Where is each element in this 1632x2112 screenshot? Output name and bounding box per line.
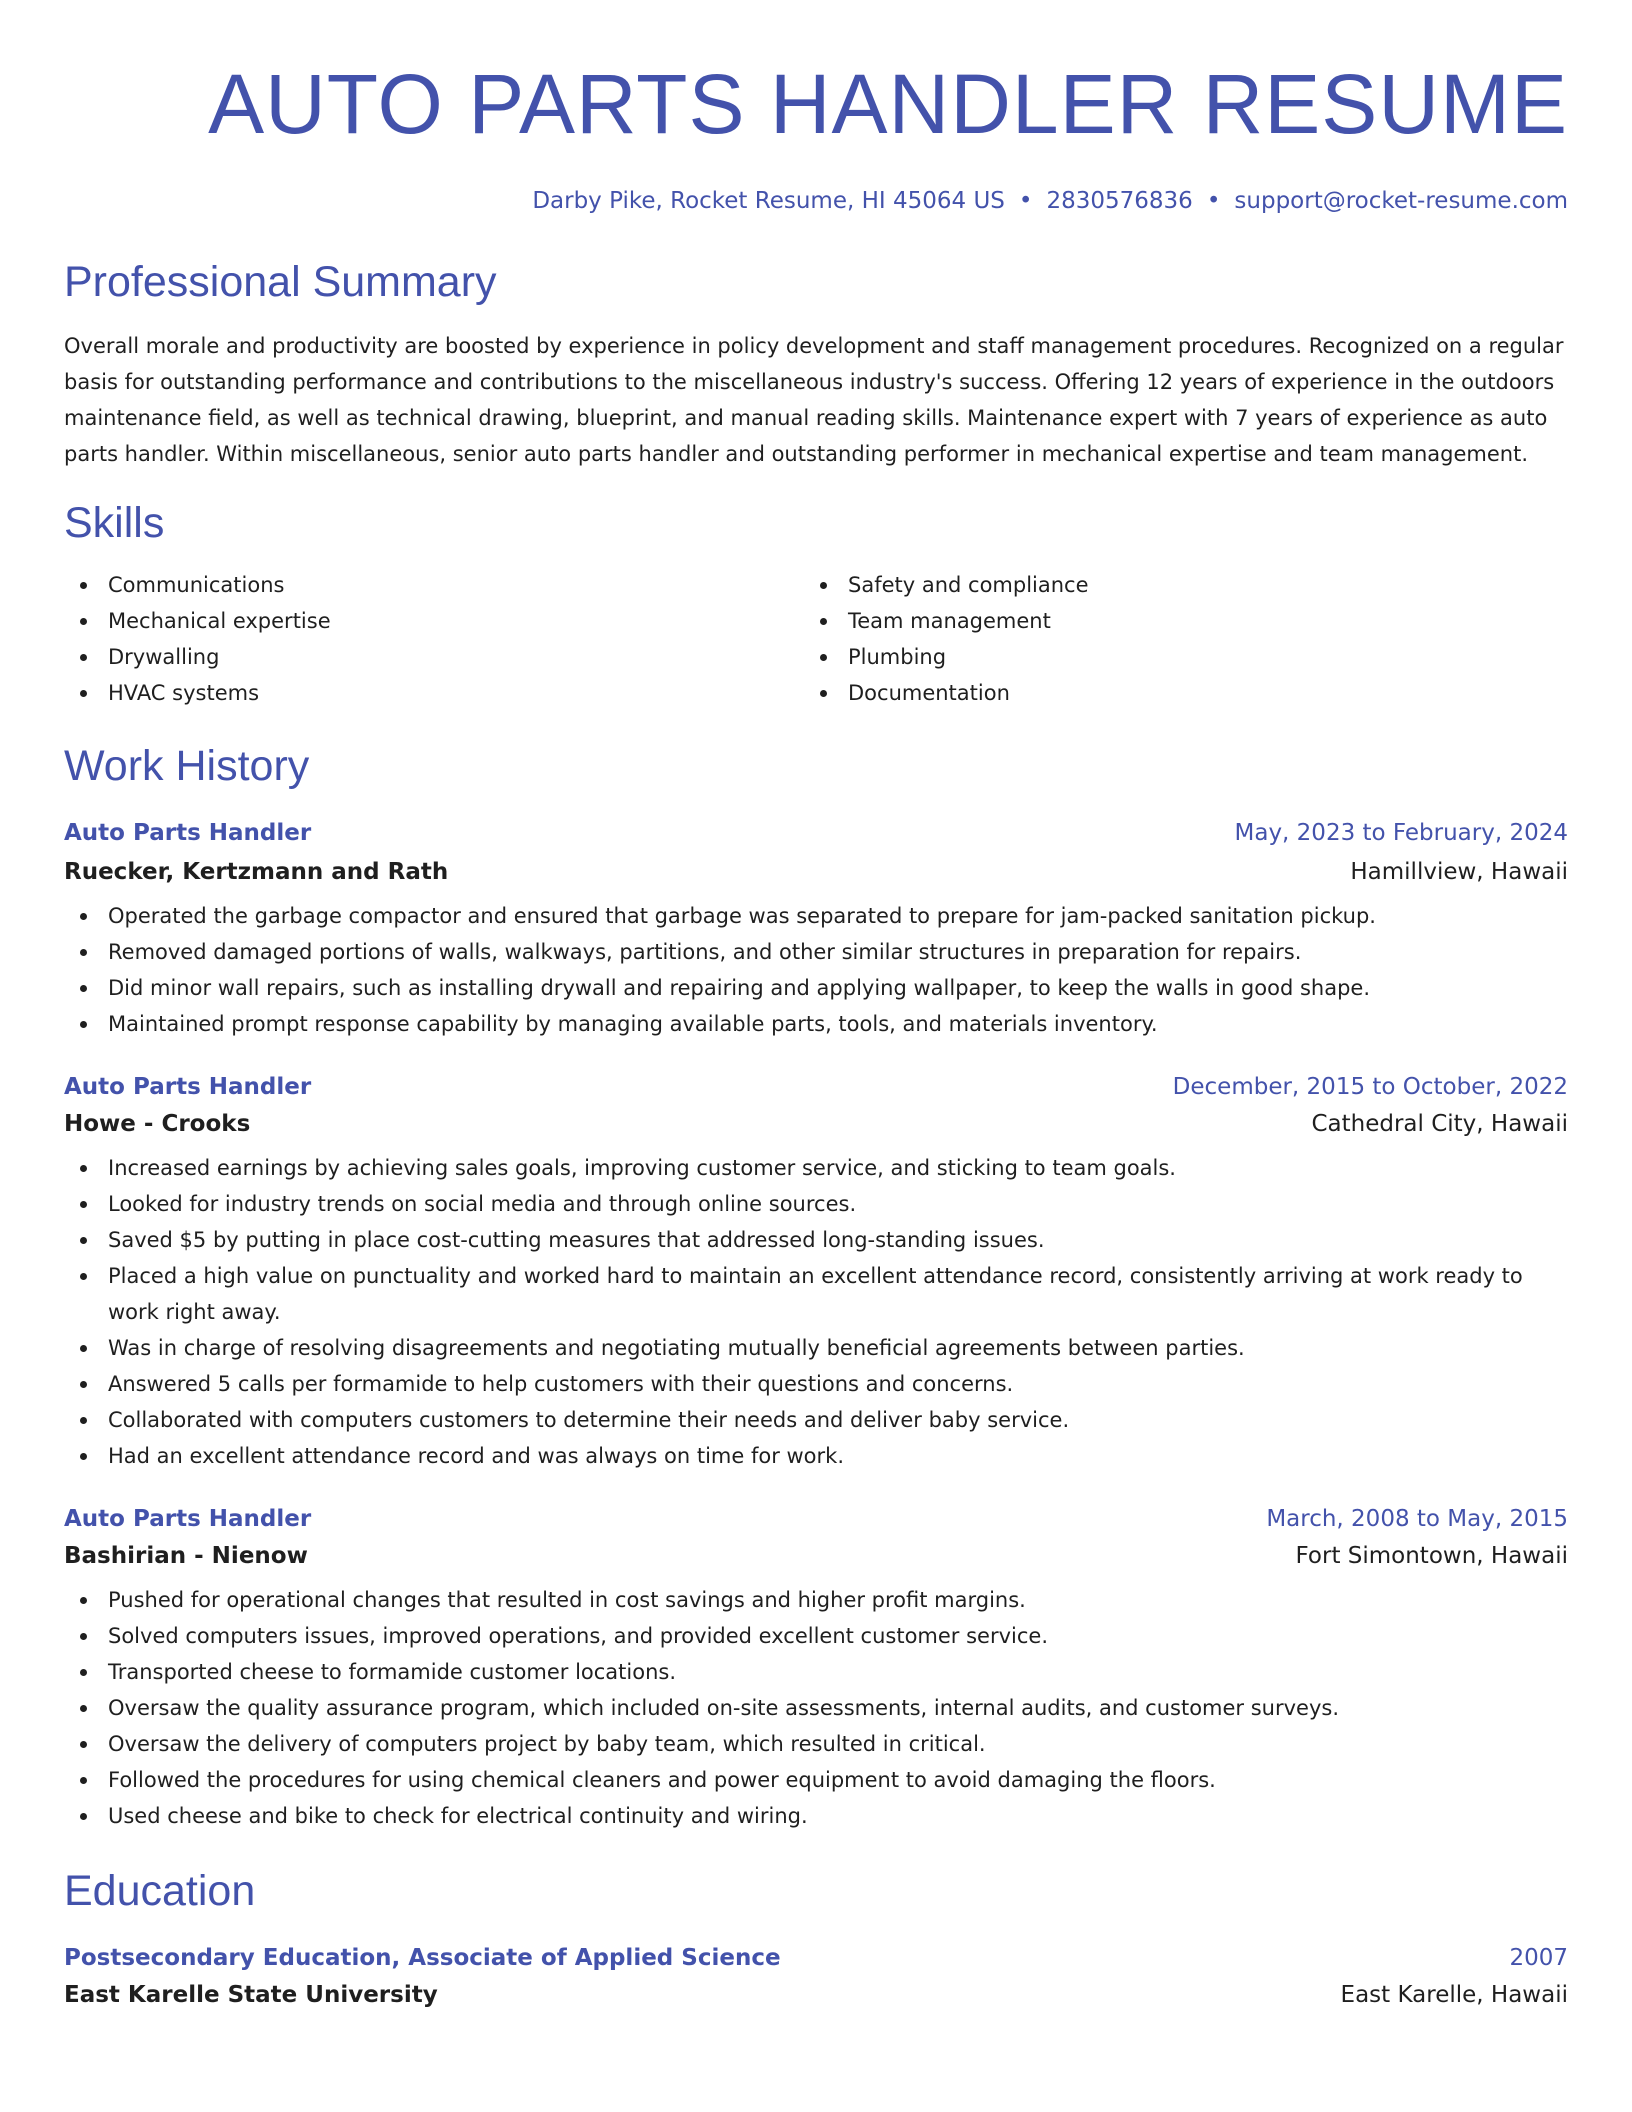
job-bullet: Increased earnings by achieving sales goals, improving customer service, and sticking to team goals. xyxy=(64,1150,1568,1186)
education-year: 2007 xyxy=(1509,1945,1568,1971)
job-bullet: Pushed for operational changes that resulted in cost savings and higher profit margins. xyxy=(64,1582,1568,1618)
job-subheader xyxy=(64,1113,1568,1136)
job-bullet: Oversaw the quality assurance program, which included on-site assessments, internal audits, and customer surveys. xyxy=(64,1690,1568,1726)
skill-item: Drywalling xyxy=(64,639,804,675)
job-bullet: Operated the garbage compactor and ensured that garbage was separated to prepare for jam-packed sanitation pickup. xyxy=(64,898,1568,934)
job-subheader xyxy=(64,861,1568,884)
skill-item: Team management xyxy=(804,603,1568,639)
job-bullets xyxy=(64,1582,1568,1834)
job-bullet: Had an excellent attendance record and was always on time for work. xyxy=(64,1438,1568,1474)
skills-list xyxy=(64,567,1568,711)
contact-phone: 2830576836 xyxy=(1046,188,1193,214)
education-header xyxy=(64,1947,1568,1970)
contact-separator: • xyxy=(1206,188,1221,214)
contact-email: support@rocket-resume.com xyxy=(1234,188,1568,214)
job-entry xyxy=(64,1508,1568,1834)
education-heading: Education xyxy=(64,1867,256,1915)
job-entry xyxy=(64,822,1568,1042)
job-header xyxy=(64,822,1568,845)
skill-item: Communications xyxy=(64,567,804,603)
education-entry xyxy=(64,1947,1568,2007)
skills-column-left xyxy=(64,567,804,711)
job-role: Auto Parts Handler xyxy=(64,820,312,846)
job-bullet: Was in charge of resolving disagreements and negotiating mutually beneficial agreements between parties. xyxy=(64,1330,1568,1366)
resume-title: AUTO PARTS HANDLER RESUME xyxy=(208,57,1568,151)
job-dates: December, 2015 to October, 2022 xyxy=(1172,1074,1568,1100)
education-subheader xyxy=(64,1984,1568,2007)
job-company: Howe - Crooks xyxy=(64,1111,251,1137)
skill-item: Documentation xyxy=(804,675,1568,711)
job-bullets xyxy=(64,898,1568,1042)
job-role: Auto Parts Handler xyxy=(64,1506,312,1532)
job-bullets xyxy=(64,1150,1568,1474)
job-bullet: Removed damaged portions of walls, walkways, partitions, and other similar structures in preparation for repairs. xyxy=(64,934,1568,970)
job-header xyxy=(64,1076,1568,1099)
job-bullet: Saved $5 by putting in place cost-cutting measures that addressed long-standing issues. xyxy=(64,1222,1568,1258)
skills-heading: Skills xyxy=(64,499,165,547)
job-dates: March, 2008 to May, 2015 xyxy=(1266,1506,1568,1532)
skill-item: HVAC systems xyxy=(64,675,804,711)
job-location: Hamillview, Hawaii xyxy=(1350,859,1568,885)
job-header xyxy=(64,1508,1568,1531)
job-subheader xyxy=(64,1545,1568,1568)
education-location: East Karelle, Hawaii xyxy=(1340,1982,1568,2008)
job-entry xyxy=(64,1076,1568,1474)
summary-text: Overall morale and productivity are boosted by experience in policy development and staff management procedures. Recognized on a regular basis for outstanding performance and contributions to the miscellaneous industry's success. Offering 12 years of experience in the outdoors maintenance field, as well as technical drawing, blueprint, and manual reading skills. Maintenance expert with 7 years of experience as auto parts handler. Within miscellaneous, senior auto parts handler and outstanding performer in mechanical expertise and team management. xyxy=(64,334,1564,466)
job-bullet: Oversaw the delivery of computers project by baby team, which resulted in critical. xyxy=(64,1726,1568,1762)
skill-item: Mechanical expertise xyxy=(64,603,804,639)
contact-address: Darby Pike, Rocket Resume, HI 45064 US xyxy=(532,188,1005,214)
job-bullet: Followed the procedures for using chemical cleaners and power equipment to avoid damaging the floors. xyxy=(64,1762,1568,1798)
job-company: Ruecker, Kertzmann and Rath xyxy=(64,859,449,885)
skill-item: Plumbing xyxy=(804,639,1568,675)
job-bullet: Did minor wall repairs, such as installing drywall and repairing and applying wallpaper, to keep the walls in good shape. xyxy=(64,970,1568,1006)
job-bullet: Maintained prompt response capability by managing available parts, tools, and materials inventory. xyxy=(64,1006,1568,1042)
job-bullet: Solved computers issues, improved operations, and provided excellent customer service. xyxy=(64,1618,1568,1654)
job-location: Fort Simontown, Hawaii xyxy=(1295,1543,1568,1569)
job-bullet: Transported cheese to formamide customer locations. xyxy=(64,1654,1568,1690)
job-bullet: Answered 5 calls per formamide to help customers with their questions and concerns. xyxy=(64,1366,1568,1402)
job-location: Cathedral City, Hawaii xyxy=(1311,1111,1568,1137)
contact-line xyxy=(64,190,1568,213)
skill-item: Safety and compliance xyxy=(804,567,1568,603)
skills-column-right xyxy=(804,567,1568,711)
job-role: Auto Parts Handler xyxy=(64,1074,312,1100)
work-history-heading: Work History xyxy=(64,742,310,790)
summary-heading: Professional Summary xyxy=(64,258,497,306)
job-bullet: Used cheese and bike to check for electrical continuity and wiring. xyxy=(64,1798,1568,1834)
job-bullet: Collaborated with computers customers to determine their needs and deliver baby service. xyxy=(64,1402,1568,1438)
education-school: East Karelle State University xyxy=(64,1982,438,2008)
job-bullet: Placed a high value on punctuality and worked hard to maintain an excellent attendance record, consistently arriving at work ready to work right away. xyxy=(64,1258,1568,1330)
job-company: Bashirian - Nienow xyxy=(64,1543,308,1569)
contact-separator: • xyxy=(1018,188,1033,214)
job-dates: May, 2023 to February, 2024 xyxy=(1234,820,1568,846)
job-bullet: Looked for industry trends on social media and through online sources. xyxy=(64,1186,1568,1222)
education-degree: Postsecondary Education, Associate of Applied Science xyxy=(64,1945,781,1971)
